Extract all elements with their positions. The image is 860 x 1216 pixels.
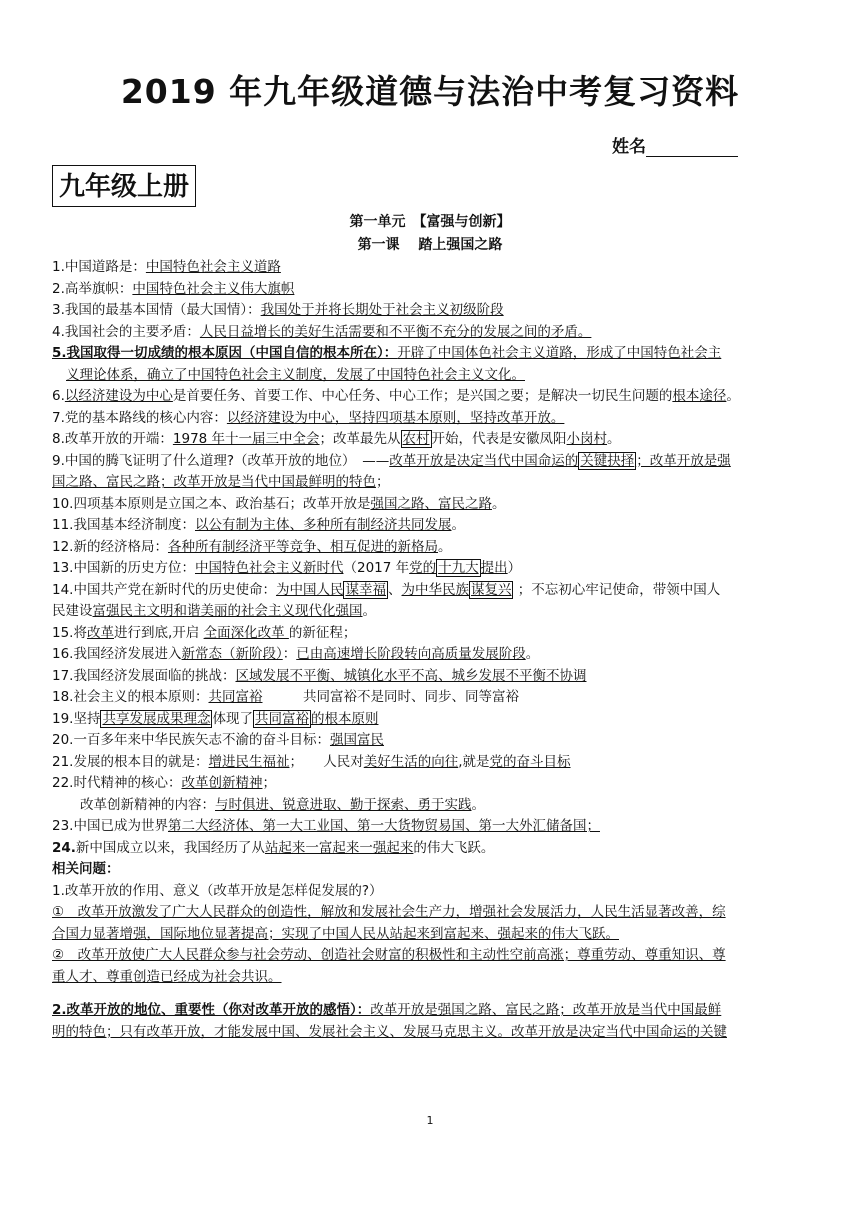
item-text: 提出 — [480, 560, 508, 576]
lesson-title: 第一课 踏上强国之路 — [357, 237, 503, 253]
boxed-keyword: 谋复兴 — [470, 581, 512, 598]
item-keyword: 最鲜明的特色 — [295, 474, 376, 490]
item-label: 13.中国新的历史方位： — [52, 560, 195, 576]
item-label: 8.改革开放的开端： — [52, 431, 173, 447]
list-item — [52, 494, 812, 516]
item-text: 是当代中国 — [227, 474, 295, 490]
item-keyword: 站起来一富起来一强起来 — [264, 839, 414, 856]
item-keyword: 改革 — [86, 624, 114, 641]
item-keyword: 中国特色社会主义新时代 — [194, 560, 344, 576]
item-keyword: 党的奋斗目标 — [489, 753, 571, 770]
item-label: 5.我国取得一切成绩的根本原因（中国自信的根本所在）： — [52, 345, 398, 361]
item-text: 。 — [607, 431, 621, 447]
item-text: ； — [262, 775, 276, 791]
unit-title: 第一单元 【富强与创新】 — [349, 214, 511, 230]
answer-line: 合国力显著增强，国际地位显著提高；实现了中国人民从站起来到富起来、强起来的伟大飞跃。 — [52, 925, 619, 942]
list-item — [52, 537, 812, 559]
list-item — [52, 666, 812, 688]
boxed-keyword: 谋幸福 — [345, 581, 386, 598]
list-item — [52, 451, 812, 473]
item-label: 21.发展的根本目的就是： — [52, 753, 209, 770]
item-label: 17.我国经济发展面临的挑战： — [52, 667, 236, 684]
item-value: 各种所有制经济平等竞争、相互促进的新格局 — [167, 538, 438, 555]
item-text: 党的 — [409, 560, 437, 576]
item-value: 中国特色社会主义伟大旗帜 — [132, 280, 295, 297]
item-label: 1.中国道路是： — [52, 259, 146, 275]
item-value: 以经济建设为中心，坚持四项基本原则，坚持改革开放。 — [226, 409, 565, 426]
item-text: 。 — [525, 646, 540, 662]
item-text: ） — [507, 560, 522, 576]
boxed-keyword: 共享发展成果理念 — [102, 710, 211, 727]
item-text: 是决定当代中国命运的 — [443, 452, 579, 469]
item-text: ,就是 — [458, 753, 490, 770]
item-text: 已由 — [296, 646, 324, 662]
item-keyword: 小岗村 — [566, 431, 608, 447]
item-label: 20.一百多年来中华民族矢志不渝的奋斗目标： — [52, 732, 330, 748]
list-item — [52, 257, 812, 279]
item-text: 。 — [437, 538, 452, 555]
list-item — [52, 730, 812, 752]
item-label: 18.社会主义的根本原则： — [52, 689, 209, 705]
item-value: 区域发展不平衡、城镇化水平不高、城乡发展不平衡不协调 — [235, 667, 587, 684]
name-field — [612, 132, 738, 157]
item-text: ；不忘初心牢记使命，带领中国人 — [513, 581, 721, 598]
item-text: 改革创新精神 — [80, 796, 161, 813]
item-label: 7.党的基本路线的核心内容： — [52, 409, 227, 426]
item-keyword: 共同富裕 — [208, 689, 263, 705]
name-blank-line — [646, 140, 738, 157]
item-keyword: 全面深化改革 — [203, 624, 289, 641]
item-text: ；改革开放是强 — [636, 452, 731, 469]
item-text: 的伟大飞跃。 — [413, 839, 495, 856]
item-label: 3.我国的最基本国情（最大国情）： — [52, 302, 261, 318]
boxed-keyword: 十九大 — [438, 560, 479, 576]
list-item — [52, 408, 812, 430]
item-text: 新中国成立以来，我国经历了从 — [75, 839, 265, 856]
item-value: 中国特色社会主义道路 — [145, 259, 281, 275]
item-text: 的内容： — [161, 796, 215, 813]
item-label: 11.我国基本经济制度： — [52, 517, 195, 533]
item-keyword: 美好生活的向往 — [363, 753, 459, 770]
list-item — [52, 343, 812, 365]
item-keyword: 改革开放 — [173, 474, 228, 490]
boxed-keyword: 共同富裕 — [254, 710, 309, 727]
item-value: 以公有制为主体、多种所有制经济共同发展 — [194, 517, 452, 533]
related-heading: 相关问题： — [52, 861, 120, 877]
list-item — [52, 322, 812, 344]
item-text: 的新征程； — [288, 624, 357, 641]
item-value: 第二大经济体、第一大工业国、第一大货物贸易国、第一大外汇储备国； — [167, 818, 600, 834]
item-label: 9.中国的腾飞证明了什么道理?（改革开放的地位） —— — [52, 452, 390, 469]
answer-line: 重人才、尊重创造已经成为社会共识。 — [52, 968, 282, 985]
item-keyword: 1978 年十一届三中全会 — [172, 431, 320, 447]
list-item — [52, 279, 812, 301]
list-item — [52, 558, 812, 580]
item-keyword: 为中华民族 — [401, 581, 469, 598]
item-keyword: 增进民生福祉 — [208, 753, 290, 770]
list-item — [52, 300, 812, 322]
question-label: 2.改革开放的地位、重要性（你对改革开放的感悟）： — [52, 1002, 371, 1018]
item-keyword: 富强民主文明和谐美丽的社会主义现代化强国 — [92, 603, 363, 619]
list-item — [52, 709, 812, 731]
related-question — [52, 1000, 812, 1022]
item-text: （2017 年 — [343, 560, 410, 576]
item-text: 是首要任务、首要工作、中心任务、中心工作；是兴国之要；是解决一切民生问题的 — [172, 388, 673, 404]
list-item — [52, 429, 812, 451]
item-value: 强国之路、富民之路 — [370, 495, 492, 512]
related-question: 1.改革开放的作用、意义（改革开放是怎样促发展的?） — [52, 882, 383, 899]
item-label: 19.坚持 — [52, 710, 101, 727]
list-item — [52, 687, 812, 709]
list-item-continued — [52, 365, 812, 387]
item-keyword: 高速增长阶段转向高质量发展阶段 — [323, 646, 526, 662]
item-label: 16.我国经济发展进入 — [52, 646, 182, 662]
item-label: 12.新的经济格局： — [52, 538, 168, 555]
item-text: ； 人民对 — [289, 753, 364, 770]
item-keyword: 为中国人民 — [275, 581, 344, 598]
name-label: 姓名 — [612, 137, 646, 157]
item-text: 国之路、富民之路； — [52, 474, 174, 490]
item-value: 人民日益增长的美好生活需要和不平衡不充分的发展之间的矛盾。 — [199, 323, 592, 340]
answer-line: ① 改革开放激发了广大人民群众的创造性，解放和发展社会生产力，增强社会发展活力，人民生活显著改善，综 — [52, 904, 726, 920]
item-label: 22.时代精神的核心： — [52, 775, 182, 791]
item-text: 、 — [387, 581, 402, 598]
item-value: 强国富民 — [329, 732, 384, 748]
item-text: ： — [282, 646, 297, 662]
item-label: 6. — [52, 388, 65, 404]
item-label: 4.我国社会的主要矛盾： — [52, 323, 200, 340]
list-item — [52, 773, 812, 795]
answer-text: 改革开放是强国之路、富民之路；改革开放是当代中国最鲜 — [370, 1002, 722, 1018]
item-label: 14.中国共产党在新时代的历史使命： — [52, 581, 276, 598]
item-text: 进行到底,开启 — [113, 624, 204, 641]
item-keyword: 新常态（新阶段） — [181, 646, 283, 662]
item-keyword: 根本途径 — [672, 388, 727, 404]
answer-line: 明的特色；只有改革开放，才能发展中国、发展社会主义、发展马克思主义。改革开放是决定当代中国命运的关键 — [52, 1023, 727, 1040]
item-label: 2.高举旗帜： — [52, 280, 133, 297]
list-item-continued — [52, 795, 812, 817]
item-text: ； — [376, 474, 390, 490]
item-text: 共同富裕不是同时、同步、同等富裕 — [262, 689, 519, 705]
page-title: 2019 年九年级道德与法治中考复习资料 — [120, 72, 740, 111]
item-text: 体现了 — [212, 710, 253, 727]
item-text: 。 — [451, 517, 465, 533]
list-item-continued — [52, 472, 812, 494]
volume-heading: 九年级上册 — [52, 165, 196, 207]
item-label: 23.中国已成为世界 — [52, 818, 168, 834]
item-text: 开始，代表是安徽凤阳 — [431, 431, 567, 447]
list-item — [52, 644, 812, 666]
item-value: 义理论体系，确立了中国特色社会主义制度，发展了中国特色社会主义文化。 — [66, 366, 525, 383]
list-item — [52, 623, 812, 645]
item-label: 24. — [52, 839, 76, 856]
item-text: 的根本原则 — [310, 710, 379, 727]
list-item — [52, 816, 812, 838]
item-label: 15.将 — [52, 624, 87, 641]
list-item — [52, 515, 812, 537]
boxed-keyword: 关键抉择 — [580, 452, 635, 469]
spacer — [52, 988, 812, 1000]
list-item — [52, 386, 812, 408]
item-text: 。 — [362, 603, 376, 619]
item-keyword: 改革创新精神 — [181, 775, 263, 791]
item-keyword: 与时俱进、锐意进取、勤于探索、勇于实践 — [215, 796, 472, 813]
item-text: 。 — [491, 495, 506, 512]
content-list — [52, 257, 812, 1043]
page-number: 1 — [426, 1114, 434, 1127]
list-item — [52, 580, 812, 602]
item-text: 民建设 — [52, 603, 93, 619]
item-text: 。 — [726, 388, 740, 404]
item-value: 我国处于并将长期处于社会主义初级阶段 — [260, 302, 504, 318]
list-item-continued — [52, 601, 812, 623]
item-text: 。 — [471, 796, 485, 813]
list-item — [52, 752, 812, 774]
item-text: ；改革最先从 — [319, 431, 401, 447]
item-value: 开辟了中国体色社会主义道路，形成了中国特色社会主 — [397, 345, 722, 361]
item-keyword: 改革开放 — [389, 452, 444, 469]
item-label: 10.四项基本原则是立国之本、政治基石；改革开放是 — [52, 495, 371, 512]
list-item — [52, 838, 812, 860]
item-keyword: 以经济建设为中心 — [64, 388, 173, 404]
boxed-keyword: 农村 — [402, 431, 430, 447]
answer-line: ② 改革开放使广大人民群众参与社会劳动、创造社会财富的积极性和主动性空前高涨；尊重劳动、尊重知识、尊 — [52, 947, 726, 963]
